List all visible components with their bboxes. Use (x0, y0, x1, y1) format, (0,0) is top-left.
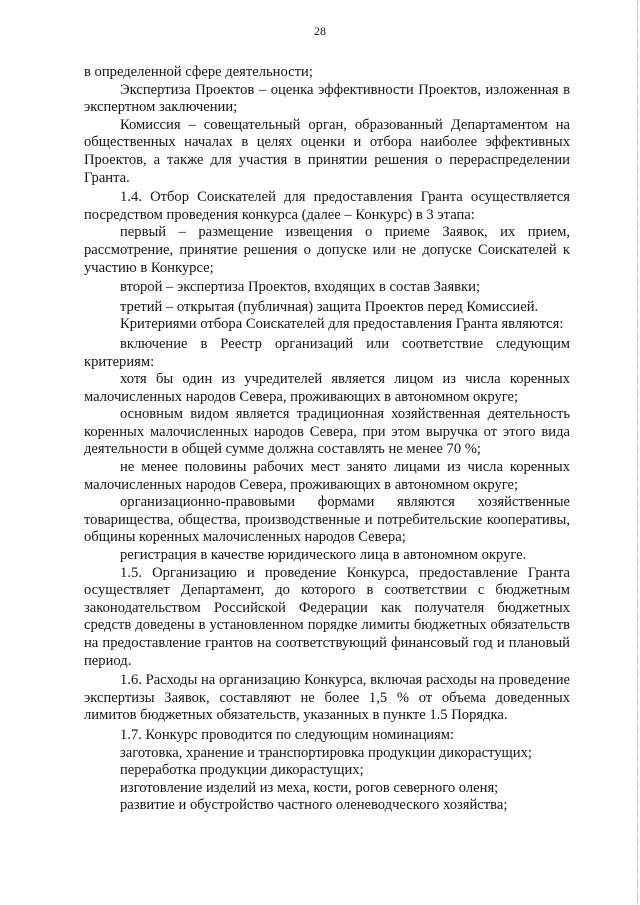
page-number: 28 (314, 24, 326, 38)
paragraph: в определенной сфере деятельности; (84, 64, 313, 80)
paragraph: заготовка, хранение и транспортировка продукции дикорастущих; (120, 744, 532, 761)
paragraph: Комиссия – совещательный орган, образованный Департаментом на общественных началах в целях оценки и отбора наиболее эффективных Проектов, а также для участия в принятии решения о перераспределении Гранта. (84, 116, 570, 186)
paragraph: третий – открытая (публичная) защита Проектов перед Комиссией. (120, 298, 539, 315)
paragraph: 1.7. Конкурс проводится по следующим номинациям: (120, 726, 455, 743)
paragraph: 1.4. Отбор Соискателей для предоставления Гранта осуществляется посредством проведения конкурса (далее – Конкурс) в 3 этапа: (84, 189, 570, 223)
paragraph: включение в Реестр организаций или соответствие следующим критериям: (84, 335, 570, 370)
paragraph: первый – размещение извещения о приеме Заявок, их прием, рассмотрение, принятие решения о допуске или не допуске Соискателей к участию в Конкурсе; (84, 224, 570, 276)
paragraph: 1.5. Организацию и проведение Конкурса, предоставление Гранта осуществляет Департамент, до которого в соответствии с бюджетным законодательством Российской Федерации как получателя бюджетных средств доведены в установленном порядке лимиты бюджетных обязательств на предоставление грантов на соответствующий финансовый год и плановый период. (84, 564, 570, 669)
paragraph: изготовление изделий из меха, кости, рогов северного оленя; (120, 779, 499, 796)
paragraph: организационно-правовыми формами являются хозяйственные товарищества, общества, производственные и потребительские кооперативы, общины коренных малочисленных народов Севера; (84, 494, 570, 546)
paragraph: Экспертиза Проектов – оценка эффективности Проектов, изложенная в экспертном заключении; (84, 81, 570, 116)
paragraph: регистрация в качестве юридического лица в автономном округе. (120, 547, 527, 564)
document-body (84, 64, 570, 815)
paragraph: 1.6. Расходы на организацию Конкурса, включая расходы на проведение экспертизы Заявок, составляют не более 1,5 % от объема доведенных лимитов бюджетных обязательств, указанных в пункте 1.5 Порядка. (84, 672, 570, 724)
scan-edge (637, 0, 638, 905)
paragraph: переработка продукции дикорастущих; (120, 762, 364, 779)
paragraph: не менее половины рабочих мест занято лицами из числа коренных малочисленных народов Севера, проживающих в автономном округе; (84, 459, 570, 493)
paragraph: хотя бы один из учредителей является лицом из числа коренных малочисленных народов Севера, проживающих в автономном округе; (84, 371, 570, 405)
paragraph: развитие и обустройство частного оленеводческого хозяйства; (120, 797, 508, 814)
paragraph: основным видом является традиционная хозяйственная деятельность коренных малочисленных народов Севера, при этом выручка от этого вида деятельности в общей сумме должна составлять не менее 70 %; (84, 406, 570, 458)
paragraph: Критериями отбора Соискателей для предоставления Гранта являются: (120, 316, 564, 333)
paragraph: второй – экспертиза Проектов, входящих в состав Заявки; (120, 279, 481, 296)
